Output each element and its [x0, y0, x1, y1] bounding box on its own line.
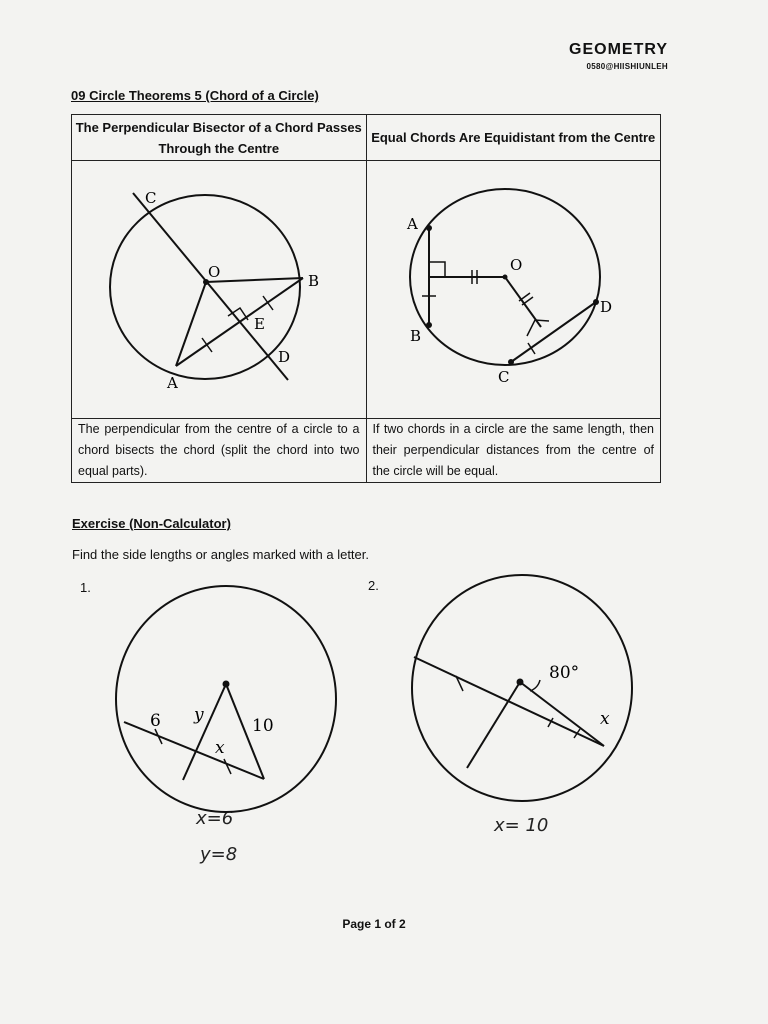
question-1-radius-left: [183, 684, 226, 780]
subject-title: GEOMETRY: [569, 41, 668, 58]
theorem-2-label-d: D: [600, 298, 613, 316]
theorem-2-label-a: A: [407, 215, 418, 233]
theorem-1-label-b: B: [308, 272, 320, 290]
theorem-1-description: The perpendicular from the centre of a circle to a chord bisects the chord (split the chord into two equal parts).: [72, 419, 367, 483]
theorem-2-description: If two chords in a circle are the same length, then their perpendicular distances from the centre of the circle will be equal.: [366, 419, 661, 483]
theorem-2-point-a: [426, 225, 432, 231]
theorem-2-label-o: O: [510, 256, 523, 274]
question-1-number: 1.: [80, 580, 91, 595]
question-2-centre-point: [517, 679, 524, 686]
theorem-1-tick-mark-2: [263, 296, 273, 310]
question-1-chord: [124, 722, 264, 779]
question-1-centre-point: [223, 681, 230, 688]
theorem-1-label-e: E: [254, 315, 265, 333]
question-1-diagram: [116, 586, 336, 812]
page-footer: Page 1 of 2: [342, 917, 406, 931]
question-1-label-y: y: [194, 705, 204, 725]
question-1-label-10: 10: [252, 716, 274, 736]
question-1-circle: [116, 586, 336, 812]
theorem-2-heading: Equal Chords Are Equidistant from the Centre: [366, 115, 661, 161]
question-2-circle: [412, 575, 632, 801]
question-2-label-angle: 80°: [549, 663, 580, 683]
theorem-1-radius-oa: [176, 282, 206, 366]
theorem-2-right-angle-mark-1: [429, 262, 445, 277]
theorem-2-point-b: [426, 322, 432, 328]
theorem-1-radius-ob: [206, 278, 303, 282]
author-code: 0580@HIISHIUNLEH: [586, 62, 668, 71]
question-1-tick-2: [224, 759, 231, 774]
theorem-2-point-d: [593, 299, 599, 305]
theorem-1-tick-mark-1: [202, 338, 212, 352]
theorem-1-heading: The Perpendicular Bisector of a Chord Passes Through the Centre: [72, 115, 367, 161]
question-2-angle-arc: [530, 680, 540, 691]
question-1-answer-y: y=8: [200, 844, 238, 865]
theorem-2-point-c: [508, 359, 514, 365]
theorem-1-label-a: A: [167, 374, 178, 392]
theorem-1-diagram: [110, 193, 303, 380]
question-2-radius: [520, 682, 604, 746]
question-2-number: 2.: [368, 578, 379, 593]
theorem-1-label-d: D: [278, 348, 291, 366]
question-1-answer-x: x=6: [196, 808, 234, 829]
page-title: 09 Circle Theorems 5 (Chord of a Circle): [71, 88, 319, 103]
exercise-title: Exercise (Non-Calculator): [72, 516, 231, 531]
question-2-diagram: [412, 575, 632, 801]
theorem-1-label-o: O: [208, 263, 221, 281]
exercise-instruction: Find the side lengths or angles marked with a letter.: [72, 547, 369, 562]
question-1-label-x: x: [215, 738, 225, 758]
theorem-1-perpendicular-line: [133, 193, 291, 380]
theorem-2-centre-point: [503, 275, 508, 280]
theorem-2-label-b: B: [410, 327, 422, 345]
theorem-2-label-c: C: [498, 368, 510, 386]
question-1-label-6: 6: [150, 711, 161, 731]
question-2-label-x: x: [600, 709, 610, 729]
theorem-1-label-c: C: [145, 189, 157, 207]
question-2-answer-x: x= 10: [494, 815, 549, 836]
